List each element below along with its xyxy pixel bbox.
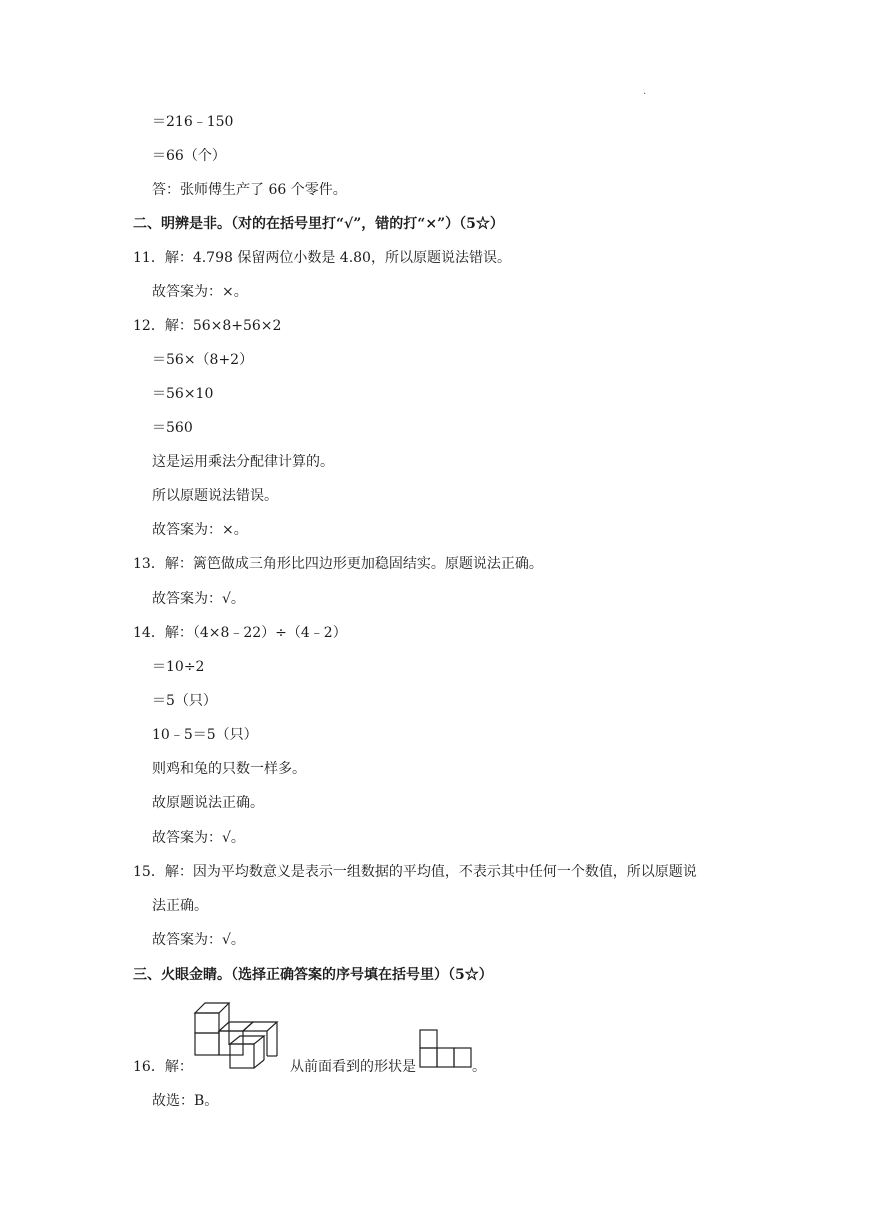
question-15-cont: 法正确。 — [152, 898, 208, 914]
calc-line: ＝66（个） — [152, 148, 226, 164]
calc-line: ＝5（只） — [152, 693, 217, 709]
question-16-text: 从前面看到的形状是 — [290, 1059, 416, 1075]
answer-16: 故选：B。 — [152, 1093, 219, 1109]
section-heading-2: 二、明辨是非。（对的在括号里打“√”，错的打“×”）（5☆） — [133, 216, 504, 232]
answer-11: 故答案为：×。 — [152, 284, 248, 300]
answer-15: 故答案为：√。 — [152, 932, 245, 948]
explanation-line: 故原题说法正确。 — [152, 795, 264, 811]
cube-stack-figure — [192, 998, 282, 1078]
calc-line: ＝560 — [152, 420, 193, 436]
question-13: 13．解：篱笆做成三角形比四边形更加稳固结实。原题说法正确。 — [133, 556, 543, 572]
calc-line: ＝216﹣150 — [152, 114, 234, 130]
question-14: 14．解：（4×8﹣22）÷（4﹣2） — [133, 625, 347, 641]
explanation-line: 所以原题说法错误。 — [152, 488, 278, 504]
question-16-end: 。 — [472, 1059, 486, 1075]
answer-line: 答：张师傅生产了 66 个零件。 — [152, 182, 347, 198]
answer-13: 故答案为：√。 — [152, 591, 245, 607]
section-heading-3: 三、火眼金睛。（选择正确答案的序号填在括号里）（5☆） — [133, 967, 493, 983]
calc-line: ＝56×10 — [152, 386, 214, 402]
question-15: 15．解：因为平均数意义是表示一组数据的平均值，不表示其中任何一个数值，所以原题说 — [133, 864, 697, 880]
question-11: 11．解：4.798 保留两位小数是 4.80，所以原题说法错误。 — [133, 250, 511, 266]
calc-line: 10﹣5＝5（只） — [152, 727, 258, 743]
header-mark: . — [643, 86, 647, 97]
answer-12: 故答案为：×。 — [152, 522, 248, 538]
question-16-prefix: 16．解： — [133, 1059, 193, 1075]
answer-14: 故答案为：√。 — [152, 830, 245, 846]
calc-line: ＝10÷2 — [152, 659, 205, 675]
front-view-figure — [418, 1028, 474, 1076]
explanation-line: 则鸡和兔的只数一样多。 — [152, 761, 306, 777]
question-12: 12．解：56×8+56×2 — [133, 318, 282, 334]
explanation-line: 这是运用乘法分配律计算的。 — [152, 454, 334, 470]
calc-line: ＝56×（8+2） — [152, 352, 254, 368]
